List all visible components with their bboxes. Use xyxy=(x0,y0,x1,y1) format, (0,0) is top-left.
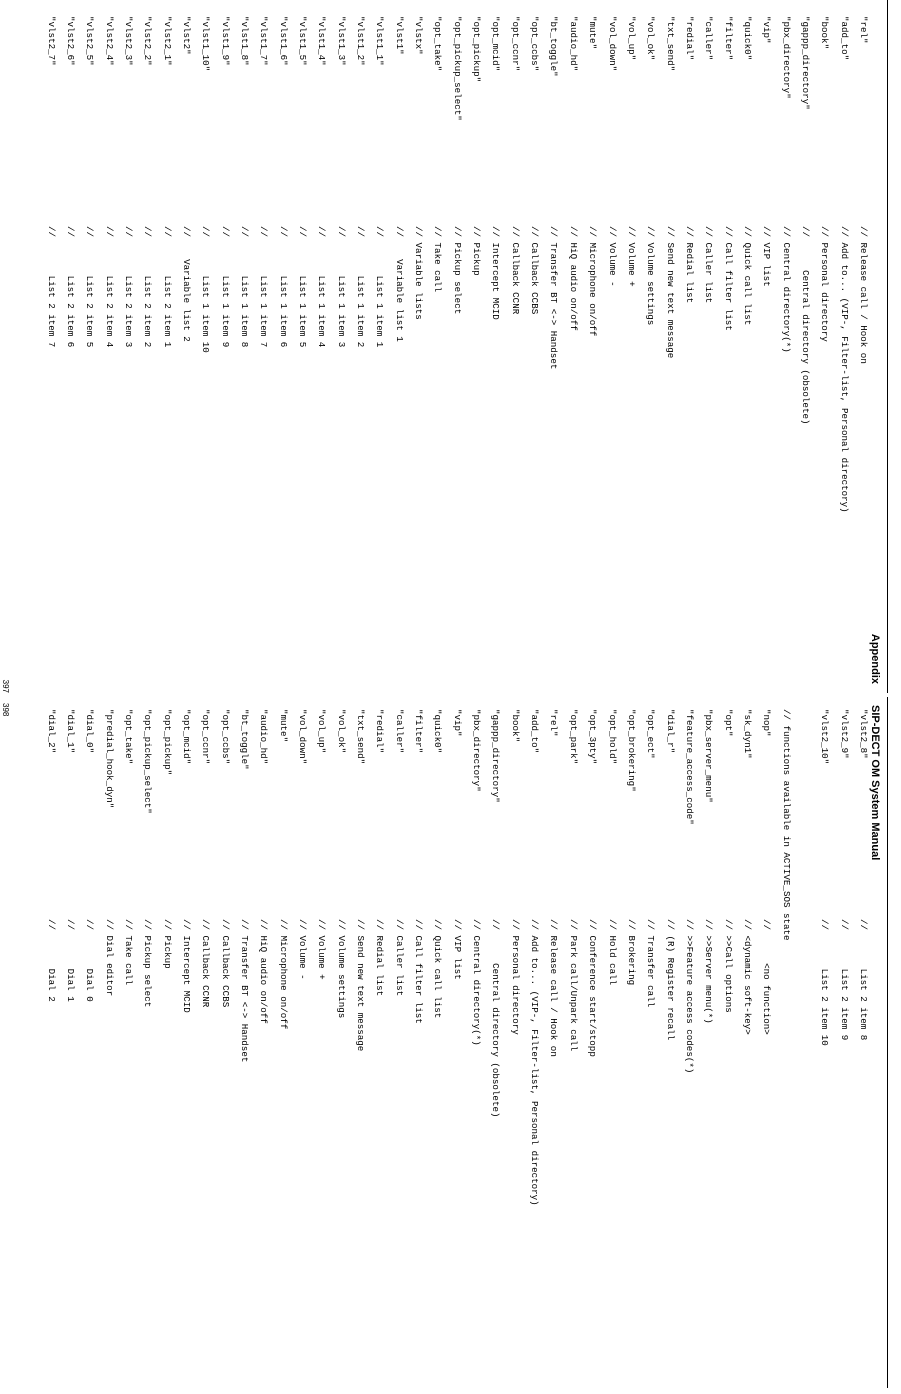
code-key: "vlst2_2" xyxy=(142,16,154,66)
code-key: "dial_0" xyxy=(84,709,96,754)
code-key: "opt_pickup" xyxy=(471,16,483,83)
page-398 xyxy=(0,697,901,1394)
code-comment: // Central directory(*) xyxy=(471,919,483,1046)
code-key: "redial" xyxy=(374,709,386,754)
code-comment: // Variable list 1 xyxy=(393,226,405,342)
code-key: "dial_1" xyxy=(64,709,76,754)
code-comment: // Call filter list xyxy=(413,919,425,1024)
code-comment: // Central directory(*) xyxy=(780,226,792,353)
code-key: "pbx_directory" xyxy=(471,709,483,792)
code-key: "vlst1_2" xyxy=(355,16,367,66)
code-key: "vlst2_5" xyxy=(84,16,96,66)
code-key: "opt_ccnr" xyxy=(509,16,521,72)
code-comment: // Add to... (VIP-, Filter-list, Personal directory) xyxy=(529,919,541,1206)
code-comment: // List 2 item 10 xyxy=(819,919,831,1046)
code-comment: // HiQ audio on/off xyxy=(567,226,579,331)
code-comment: // VIP list xyxy=(451,919,463,980)
header-rule xyxy=(887,0,888,693)
code-comment: // Microphone on/off xyxy=(587,226,599,337)
code-key: "opt_ccnr" xyxy=(200,709,212,765)
code-key: "vlst1_6" xyxy=(277,16,289,66)
code-comment: // Pickup select xyxy=(142,919,154,1008)
code-key: "book" xyxy=(509,709,521,743)
code-comment: // (R) Register recall xyxy=(664,919,676,1041)
code-comment: // Volume - xyxy=(297,919,309,980)
code-comment: // List 2 item 9 xyxy=(838,919,850,1041)
code-key: "gappp_directory" xyxy=(490,709,502,803)
code-key: "mute" xyxy=(277,709,289,743)
code-key: "opt_brokering" xyxy=(625,709,637,792)
code-comment: // >>Server menu(*) xyxy=(703,919,715,1024)
code-comment: // Add to... (VIP-, Filter-list, Personal directory) xyxy=(838,226,850,513)
code-key: "feature_access_code" xyxy=(683,709,695,825)
code-comment: // Personal directory xyxy=(819,226,831,342)
code-comment: // List 2 item 1 xyxy=(161,226,173,348)
code-key: "vlst1_4" xyxy=(316,16,328,66)
code-key: "vlst2_8" xyxy=(858,709,869,759)
code-comment: // Release call / Hook on xyxy=(548,919,560,1057)
code-key: "vlst1_5" xyxy=(297,16,309,66)
code-comment: // Send new text message xyxy=(664,226,676,359)
code-key: "bt_toggle" xyxy=(239,709,250,770)
code-comment: // List 1 item 8 xyxy=(239,226,250,348)
code-key: "dial_r" xyxy=(664,709,676,754)
code-comment: // Redial list xyxy=(683,226,695,304)
code-comment: // List 1 item 10 xyxy=(200,226,212,353)
code-comment: // Dial 1 xyxy=(64,919,76,1002)
code-key: "vol_ok" xyxy=(335,709,347,754)
code-comment: // Central directory (obsolete) xyxy=(799,226,811,425)
code-comment: // Quick call list xyxy=(432,919,444,1019)
code-comment: // Central directory (obsolete) xyxy=(490,919,502,1118)
code-comment: // Take call xyxy=(122,919,134,986)
code-comment: // VIP list xyxy=(761,226,773,287)
code-key: "sk_dyn1" xyxy=(741,709,753,759)
code-comment: // HiQ audio on/off xyxy=(258,919,270,1024)
code-comment: // Dial 2 xyxy=(45,919,57,1002)
code-comment: // List 1 item 2 xyxy=(355,226,367,348)
code-key: "vip" xyxy=(451,709,463,737)
code-comment: // Release call / Hook on xyxy=(858,226,869,364)
code-key: "opt_pickup" xyxy=(161,709,173,776)
code-key: "vlst1_3" xyxy=(335,16,347,66)
code-key: "vlst2_10" xyxy=(819,709,831,765)
code-comment: // List 2 item 2 xyxy=(142,226,154,348)
code-key: "caller" xyxy=(393,709,405,754)
code-comment: // Volume + xyxy=(625,226,637,287)
code-key: "opt_ect" xyxy=(645,709,657,759)
code-key: "vol_down" xyxy=(297,709,309,765)
code-comment: // Volume settings xyxy=(645,226,657,326)
code-comment: // Volume settings xyxy=(335,919,347,1019)
page-number: 397 xyxy=(1,679,10,693)
code-key: "opt_pickup_select" xyxy=(451,16,463,121)
code-key: "audio_hd" xyxy=(567,16,579,72)
code-comment: // Volume + xyxy=(316,919,328,980)
code-key: "opt_take" xyxy=(122,709,134,765)
code-comment: // List 2 item 5 xyxy=(84,226,96,348)
code-key: "txt_send" xyxy=(664,16,676,72)
code-comment: // List 1 item 4 xyxy=(316,226,328,348)
code-comment: // Pickup select xyxy=(451,226,463,315)
code-comment: // >>Call options xyxy=(722,919,734,1013)
code-key: "opt" xyxy=(722,709,734,737)
code-comment: // Intercept MCID xyxy=(180,919,192,1013)
code-key: "gappp_directory" xyxy=(799,16,811,110)
page-header-title: SIP-DECT OM System Manual xyxy=(869,705,881,861)
code-key: "opt_pickup_select" xyxy=(142,709,154,814)
code-comment: // Callback CCBS xyxy=(529,226,541,315)
code-key: "vlstx" xyxy=(413,16,425,55)
code-key: "rel" xyxy=(858,16,869,44)
code-comment: // Transfer call xyxy=(645,919,657,1008)
header-rule xyxy=(887,697,888,1388)
code-key: "opt_take" xyxy=(432,16,444,72)
code-comment: // Callback CCNR xyxy=(509,226,521,315)
code-comment: // Volume - xyxy=(606,226,618,287)
code-key: "vlst1_1" xyxy=(374,16,386,66)
code-key: "vlst1_9" xyxy=(219,16,231,66)
code-comment: // List 1 item 1 xyxy=(374,226,386,348)
code-comment: // Pickup xyxy=(471,226,483,276)
code-comment: // List 1 item 5 xyxy=(297,226,309,348)
code-comment: // List 2 item 7 xyxy=(45,226,57,348)
code-comment: // Call filter list xyxy=(722,226,734,331)
code-comment: // Dial editor xyxy=(103,919,115,997)
code-key: "add_to" xyxy=(838,16,850,61)
code-key: "bt_toggle" xyxy=(548,16,560,77)
code-comment: // Personal directory xyxy=(509,919,521,1035)
code-comment: // functions available in ACTIVE_SOS state xyxy=(780,709,792,941)
code-comment: // <dynamic soft-key> xyxy=(741,919,753,1035)
page-number: 398 xyxy=(1,703,10,717)
code-key: "opt_mcid" xyxy=(180,709,192,765)
code-comment: // List 2 item 4 xyxy=(103,226,115,348)
code-comment: // <no function> xyxy=(761,919,773,1035)
code-key: "vlst2_4" xyxy=(103,16,115,66)
code-key: "filter" xyxy=(722,16,734,61)
code-comment: // Callback CCBS xyxy=(219,919,231,1008)
code-comment: // Microphone on/off xyxy=(277,919,289,1030)
code-comment: // Park call/Unpark call xyxy=(567,919,579,1052)
code-comment: // Variable lists xyxy=(413,226,425,320)
code-key: "vip" xyxy=(761,16,773,44)
code-key: "opt_mcid" xyxy=(490,16,502,72)
code-key: "vlst1_10" xyxy=(200,16,212,72)
code-key: "book" xyxy=(819,16,831,50)
code-comment: // Pickup xyxy=(161,919,173,969)
code-key: "vlst1_8" xyxy=(239,16,250,66)
code-comment: // List 2 item 3 xyxy=(122,226,134,348)
code-key: "opt_3pty" xyxy=(587,709,599,765)
code-key: "vlst2" xyxy=(180,16,192,55)
code-comment: // Conference start/stopp xyxy=(587,919,599,1057)
code-key: "rel" xyxy=(548,709,560,737)
code-key: "pbx_directory" xyxy=(780,16,792,99)
code-comment: // List 2 item 6 xyxy=(64,226,76,348)
code-key: "vol_down" xyxy=(606,16,618,72)
code-comment: // Transfer BT <-> Handset xyxy=(239,919,250,1063)
code-key: "caller" xyxy=(703,16,715,61)
code-comment: // Caller list xyxy=(703,226,715,304)
code-comment: // Quick call list xyxy=(741,226,753,326)
code-comment: // Intercept MCID xyxy=(490,226,502,320)
code-key: "quick0" xyxy=(741,16,753,61)
code-comment: // Send new text message xyxy=(355,919,367,1052)
code-key: "vlst2_1" xyxy=(161,16,173,66)
code-comment: // List 2 item 8 xyxy=(858,919,869,1041)
code-comment: // >>Feature access codes(*) xyxy=(683,919,695,1074)
code-comment: // Callback CCNR xyxy=(200,919,212,1008)
code-comment: // List 1 item 9 xyxy=(219,226,231,348)
code-comment: // Brokering xyxy=(625,919,637,986)
code-key: "pbx_server_menu" xyxy=(703,709,715,803)
code-comment: // Take call xyxy=(432,226,444,293)
code-key: "opt_hold" xyxy=(606,709,618,765)
code-key: "vlst2_9" xyxy=(838,709,850,759)
code-key: "dial_2" xyxy=(45,709,57,754)
code-key: "vlst1" xyxy=(393,16,405,55)
code-key: "vol_up" xyxy=(316,709,328,754)
code-key: "txt_send" xyxy=(355,709,367,765)
code-key: "vlst2_3" xyxy=(122,16,134,66)
code-comment: // List 1 item 6 xyxy=(277,226,289,348)
code-key: "redial" xyxy=(683,16,695,61)
code-comment: // Transfer BT <-> Handset xyxy=(548,226,560,370)
page-header-title: Appendix xyxy=(869,633,881,684)
code-key: "vlst2_7" xyxy=(45,16,57,66)
code-comment: // List 1 item 7 xyxy=(258,226,270,348)
code-comment: // List 1 item 3 xyxy=(335,226,347,348)
code-key: "vol_ok" xyxy=(645,16,657,61)
code-key: "add_to" xyxy=(529,709,541,754)
code-key: "vlst1_7" xyxy=(258,16,270,66)
code-comment: // Caller list xyxy=(393,919,405,997)
code-key: "audio_hd" xyxy=(258,709,270,765)
code-key: "nop" xyxy=(761,709,773,737)
code-key: "vlst2_6" xyxy=(64,16,76,66)
code-key: "mute" xyxy=(587,16,599,50)
code-comment: // Dial 0 xyxy=(84,919,96,1002)
code-key: "vol_up" xyxy=(625,16,637,61)
code-comment: // Hold call xyxy=(606,919,618,986)
code-comment: // Redial list xyxy=(374,919,386,997)
code-key: "opt_ccbs" xyxy=(219,709,231,765)
code-key: "opt_ccbs" xyxy=(529,16,541,72)
code-key: "filter" xyxy=(413,709,425,754)
code-comment: // Variable list 2 xyxy=(180,226,192,342)
code-key: "predial_hook_dyn" xyxy=(103,709,115,809)
code-key: "quick0" xyxy=(432,709,444,754)
code-key: "opt_park" xyxy=(567,709,579,765)
